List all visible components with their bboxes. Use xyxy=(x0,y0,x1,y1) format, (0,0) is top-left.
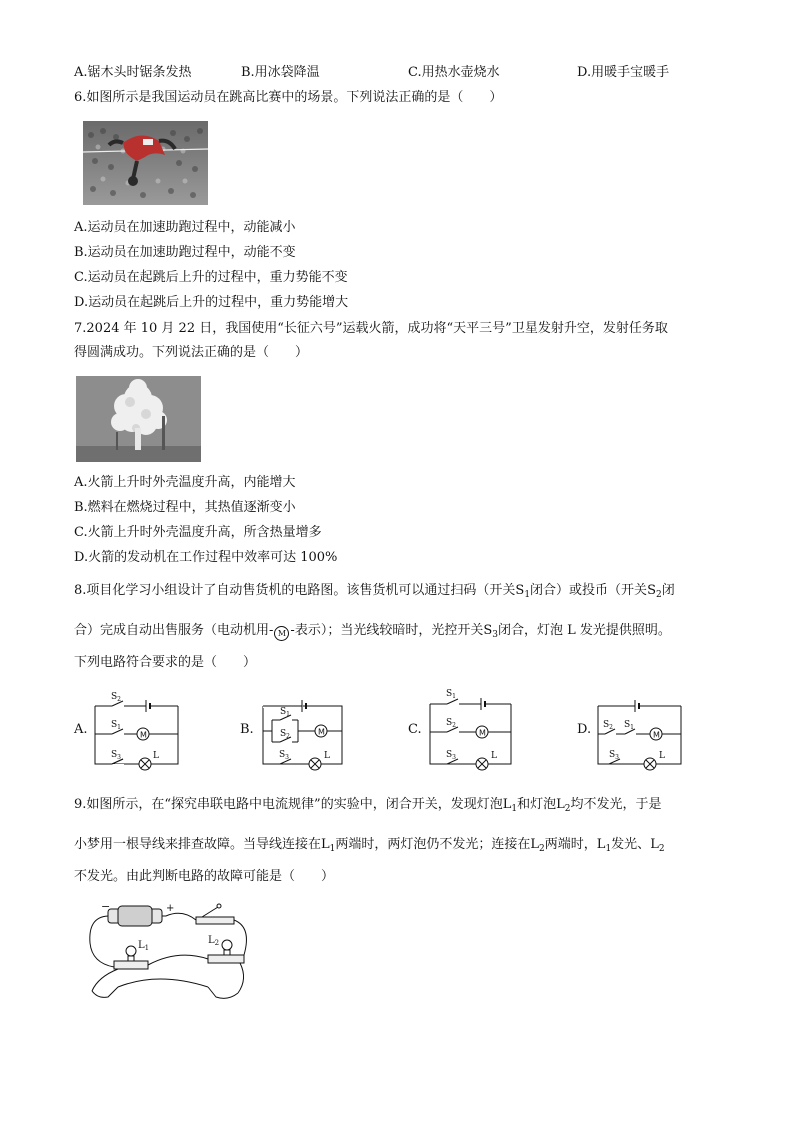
motor-label-c: M xyxy=(479,728,486,738)
q8-option-c-label: C. xyxy=(408,722,422,737)
switch-label-s1-b: $S_1$ xyxy=(280,707,290,718)
q5-option-d: D.用暖手宝暖手 xyxy=(577,65,670,80)
q6-option-a: A.运动员在加速助跑过程中，动能减小 xyxy=(74,220,296,235)
motor-label-d: M xyxy=(653,730,660,740)
q7-stem-line2: 得圆满成功。下列说法正确的是（ ） xyxy=(74,345,309,360)
switch-label-s2-b: $S_2$ xyxy=(280,729,290,740)
q7-option-d: D.火箭的发动机在工作过程中效率可达 100% xyxy=(74,550,338,565)
lamp-label-c: L xyxy=(491,751,497,761)
battery-minus-label: − xyxy=(101,900,111,913)
lamp-l2-label: $L_2$ xyxy=(208,935,220,947)
q6-stem: 6.如图所示是我国运动员在跳高比赛中的场景。下列说法正确的是（ ） xyxy=(74,90,503,105)
q7-option-c: C.火箭上升时外壳温度升高，所含热量增多 xyxy=(74,525,322,540)
circuit-diagram-d xyxy=(593,690,688,770)
lamp-label-a: L xyxy=(153,751,159,761)
q8-stem-line3: 下列电路符合要求的是（ ） xyxy=(74,655,257,670)
switch-label-s1-a: $S_1$ xyxy=(111,720,121,731)
q8-option-b-label: B. xyxy=(240,722,254,737)
circuit-diagram-b xyxy=(258,690,353,770)
switch-label-s3-a: $S_3$ xyxy=(111,750,121,761)
q6-high-jump-photo xyxy=(83,121,208,205)
q6-option-b: B.运动员在加速助跑过程中，动能不变 xyxy=(74,245,296,260)
q5-options xyxy=(74,64,714,82)
motor-label-b: M xyxy=(318,727,325,737)
motor-label-a: M xyxy=(140,730,147,740)
switch-label-s1-c: $S_1$ xyxy=(446,689,456,700)
q7-option-b: B.燃料在燃烧过程中，其热值逐渐变小 xyxy=(74,500,296,515)
lamp-l1-label: $L_1$ xyxy=(138,940,150,952)
switch-label-s3-d: $S_3$ xyxy=(609,750,619,761)
q7-stem-line1: 7.2024 年 10 月 22 日，我国使用“长征六号”运载火箭，成功将“天平三号”卫星发射升空，发射任务取 xyxy=(74,321,668,336)
switch-label-s2-c: $S_2$ xyxy=(446,718,456,729)
switch-label-s2-a: $S_2$ xyxy=(111,692,121,703)
lamp-label-d: L xyxy=(659,751,665,761)
q6-option-d: D.运动员在起跳后上升的过程中，重力势能增大 xyxy=(74,295,349,310)
q7-rocket-launch-photo xyxy=(76,376,201,462)
lamp-label-b: L xyxy=(324,751,330,761)
switch-label-s1-d: $S_1$ xyxy=(624,720,634,731)
q9-stem-line2: 小梦用一根导线来排查故障。当导线连接在$L_1$两端时，两灯泡仍不发光；连接在$L_2$两端时，$L_1$发光、$L_2$ xyxy=(74,837,665,854)
circuit-diagram-a xyxy=(90,690,185,770)
q9-stem-line3: 不发光。由此判断电路的故障可能是（ ） xyxy=(74,869,335,884)
circuit-diagram-c xyxy=(425,684,520,769)
switch-label-s2-d: $S_2$ xyxy=(603,720,613,731)
q5-option-c: C.用热水壶烧水 xyxy=(408,65,500,80)
switch-label-s3-c: $S_3$ xyxy=(446,750,456,761)
q7-option-a: A.火箭上升时外壳温度升高，内能增大 xyxy=(74,475,296,490)
q6-option-c: C.运动员在起跳后上升的过程中，重力势能不变 xyxy=(74,270,348,285)
q9-stem-line1: 9.如图所示，在“探究串联电路中电流规律”的实验中，闭合开关，发现灯泡$L_1$和灯泡$L_2$均不发光，于是 xyxy=(74,797,662,814)
q8-stem-line2: 合）完成自动出售服务（电动机用- M -表示）；当光线较暗时，光控开关$S_3$闭合，灯泡 L 发光提供照明。 xyxy=(74,623,671,640)
q8-stem-line1: 8.项目化学习小组设计了自动售货机的电路图。该售货机可以通过扫码（开关$S_1$闭合）或投币（开关$S_2$闭 xyxy=(74,583,675,600)
q5-option-b: B.用冰袋降温 xyxy=(241,65,320,80)
q5-option-a: A.锯木头时锯条发热 xyxy=(74,65,192,80)
battery-plus-label: + xyxy=(166,903,175,914)
q9-series-circuit-illustration xyxy=(78,900,258,1003)
q8-option-d-label: D. xyxy=(577,722,592,737)
switch-label-s3-b: $S_3$ xyxy=(279,750,289,761)
q8-option-a-label: A. xyxy=(74,722,88,737)
motor-symbol-icon: M xyxy=(274,626,289,641)
